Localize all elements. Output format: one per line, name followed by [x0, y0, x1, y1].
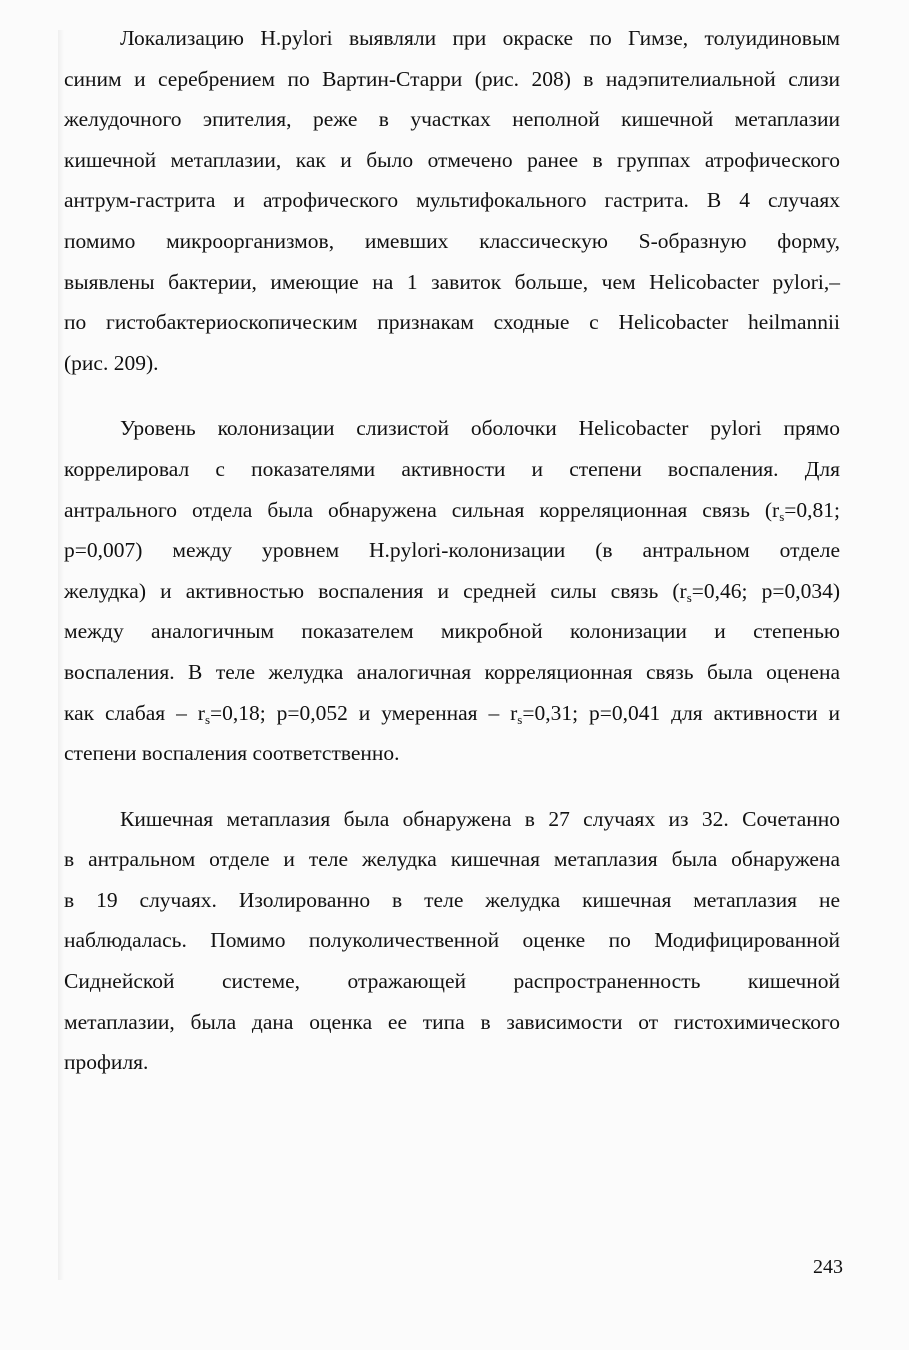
- subscript: s: [204, 711, 210, 727]
- text-line: Сиднейской системе, отражающей распространенность кишечной: [64, 969, 840, 994]
- text-line: антрум-гастрита и атрофического мультифокального гастрита. В 4 случаях: [64, 188, 840, 213]
- text-line: в 19 случаях. Изолированно в теле желудка кишечная метаплазия не: [64, 887, 840, 912]
- text-line: [64, 571, 840, 612]
- text-line: [64, 693, 840, 734]
- text-line: степени воспаления соответственно.: [64, 741, 400, 766]
- text-line: по гистобактериоскопическим признакам сходные с Helicobacter heilmannii: [64, 310, 840, 335]
- text-line: выявлены бактерии, имеющие на 1 завиток больше, чем Helicobacter pylori,–: [64, 269, 840, 294]
- subscript: s: [779, 508, 785, 524]
- text-line: Уровень колонизации слизистой оболочки Helicobacter pylori прямо: [120, 416, 840, 441]
- subscript: s: [517, 711, 523, 727]
- text-segment: желудка) и активностью воспаления и средней силы связь (r: [64, 578, 687, 603]
- body-text: [64, 18, 840, 1108]
- text-line: коррелировал с показателями активности и степени воспаления. Для: [64, 456, 840, 481]
- text-segment: =0,81;: [784, 497, 840, 522]
- paragraph: [64, 408, 840, 773]
- text-line: Кишечная метаплазия была обнаружена в 27 случаях из 32. Сочетанно: [120, 806, 840, 831]
- paragraph: [64, 799, 840, 1083]
- paragraph: [64, 18, 840, 383]
- text-line: между аналогичным показателем микробной колонизации и степенью: [64, 619, 840, 644]
- text-line: метаплазии, была дана оценка ее типа в зависимости от гистохимического: [64, 1009, 840, 1034]
- page-number: 243: [813, 1256, 843, 1278]
- text-line: помимо микроорганизмов, имевших классическую S-образную форму,: [64, 228, 840, 253]
- text-line: желудочного эпителия, реже в участках неполной кишечной метаплазии: [64, 107, 840, 132]
- text-segment: как слабая – r: [64, 700, 205, 725]
- text-line: р=0,007) между уровнем H.pylori-колонизации (в антральном отделе: [64, 538, 840, 563]
- text-line: (рис. 209).: [64, 350, 159, 375]
- text-line: синим и серебрением по Вартин-Старри (рис. 208) в надэпителиальной слизи: [64, 66, 840, 91]
- text-line: Локализацию H.pylori выявляли при окраске по Гимзе, толуидиновым: [120, 26, 840, 50]
- text-line: в антральном отделе и теле желудка кишечная метаплазия была обнаружена: [64, 847, 840, 872]
- text-line: профиля.: [64, 1050, 149, 1075]
- text-segment: =0,46; p=0,034): [691, 578, 840, 603]
- text-segment: антрального отдела была обнаружена сильная корреляционная связь (r: [64, 497, 780, 522]
- subscript: s: [686, 589, 692, 605]
- text-segment: =0,31; p=0,041 для активности и: [522, 700, 840, 725]
- text-line: воспаления. В теле желудка аналогичная корреляционная связь была оценена: [64, 659, 840, 684]
- text-line: наблюдалась. Помимо полуколичественной оценке по Модифицированной: [64, 928, 840, 953]
- text-line: [64, 490, 840, 531]
- text-line: кишечной метаплазии, как и было отмечено ранее в группах атрофического: [64, 147, 840, 172]
- text-segment: =0,18; p=0,052 и умеренная – r: [210, 700, 518, 725]
